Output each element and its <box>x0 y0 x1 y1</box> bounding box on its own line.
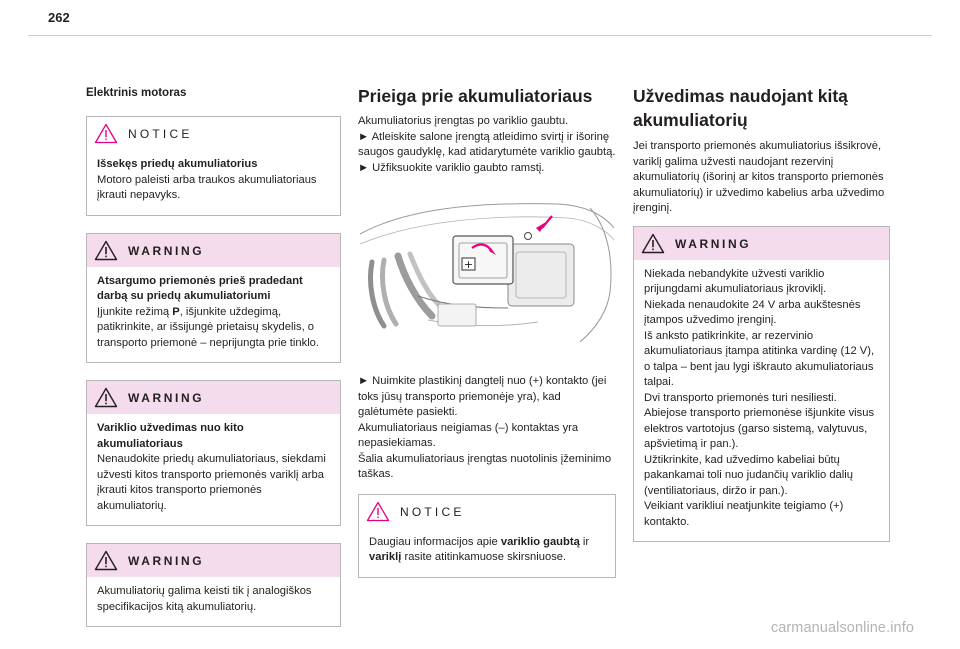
notice-text: Daugiau informacijos apie <box>369 535 501 548</box>
warning-box <box>86 233 341 364</box>
warning-text-a: Įjunkite režimą <box>97 305 173 318</box>
warning-triangle-icon <box>641 233 665 254</box>
step-text: ► Atleiskite salone įrengtą atleidimo svirtį ir išorinę saugos gaudyklę, kad atidarytumėte variklio gaubtą. <box>358 130 616 158</box>
notice-text: ir <box>579 535 590 548</box>
notice-triangle-icon <box>366 501 390 522</box>
warning-header <box>87 544 340 577</box>
notice-body <box>87 150 340 215</box>
section-heading: Prieiga prie akumuliatoriaus <box>358 86 593 106</box>
notice-title: NOTICE <box>400 504 465 519</box>
hood-reference: variklio gaubtą <box>500 535 580 548</box>
engine-reference: variklį <box>369 551 402 563</box>
paragraph-text: Akumuliatoriaus neigiamas (–) kontaktas yra nepasiekiamas. <box>358 421 579 449</box>
notice-header <box>359 495 615 528</box>
section-heading: Užvedimas naudojant kitą akumuliatorių <box>633 86 848 130</box>
step-text: ► Užfiksuokite variklio gaubto ramstį. <box>358 161 545 174</box>
notice-box <box>358 494 616 578</box>
notice-title: NOTICE <box>128 127 193 141</box>
notice-triangle-icon <box>94 123 118 144</box>
warning-title: WARNING <box>128 391 205 405</box>
intro-text: Jei transporto priemonės akumuliatorius išsikrovė, variklį galima užvesti naudojant rezervinį akumuliatorių (išorinį ar kitos transporto priemonės akumuliatorių) ir užvedimo kabelius arba užvedimo įrenginį. <box>633 140 885 214</box>
warning-box <box>86 543 341 627</box>
notice-bold-text: Išsekęs priedų akumuliatorius <box>97 158 258 170</box>
warning-text-c: , išjunkite uždegimą, patikrinkite, ar išsijungė prietaisų skydelis, o transporto priemonė – neprijungta prie tinklo. <box>97 305 320 349</box>
warning-body <box>87 267 340 363</box>
top-divider <box>28 35 932 36</box>
warning-text: Nenaudokite priedų akumuliatoriaus, siekdami užvesti kitos transporto priemonės variklį arba įkrauti kitos transporto priemonės akumuliatorių. <box>97 453 326 512</box>
warning-bold-text: Variklio užvedimas nuo kito akumuliatoriaus <box>97 422 244 450</box>
column-right <box>633 84 890 559</box>
warning-body <box>87 577 340 626</box>
warning-triangle-icon <box>94 240 118 261</box>
watermark: carmanualsonline.info <box>770 620 914 636</box>
warning-header <box>87 381 340 414</box>
page-number: 262 <box>48 10 70 25</box>
intro-text: Akumuliatorius įrengtas po variklio gaubtu. <box>358 115 569 127</box>
warning-box <box>86 380 341 526</box>
step-text: ► Nuimkite plastikinį dangtelį nuo (+) kontakto (jei toks jūsų transporto priemonėje yra), kad galėtumėte pasiekti. <box>358 375 607 418</box>
section-label: Elektrinis motoras <box>86 87 187 99</box>
warning-text: Niekada nebandykite užvesti variklio prijungdami akumuliatoriaus įkroviklį. Niekada nenaudokite 24 V arba aukštesnės įtampos užvedimo įrenginį. Iš anksto patikrinkite, ar rezervinio akumuliatoriaus įtampa atitinka vardinę (12 V), o talpa – bent jau lygi iškrauto akumuliatoriaus talpai. Dvi transporto priemonės turi nesiliesti. Abiejose transporto priemonėse išjunkite visus elektros vartotojus (garso sistemą, valytuvus, apšvietimą ir pan.). Užtikrinkite, kad užvedimo kabeliai būtų pakankamai toli nuo judančių variklio dalių (ventiliatoriaus, diržo ir pan.). Veikiant varikliui neatjunkite teigiamo (+) kontakto. <box>644 267 875 528</box>
column-left <box>86 84 341 644</box>
warning-box <box>633 226 890 543</box>
warning-header <box>87 234 340 267</box>
notice-text: Motoro paleisti arba traukos akumuliatoriaus įkrauti nepavyks. <box>97 173 317 201</box>
warning-title: WARNING <box>128 554 205 568</box>
notice-header <box>87 117 340 150</box>
warning-title: WARNING <box>128 243 205 258</box>
notice-text: rasite atitinkamuose skirsniuose. <box>401 551 567 563</box>
notice-box <box>86 116 341 216</box>
warning-bold-text: Atsargumo priemonės prieš pradedant darbą su priedų akumuliatoriumi <box>97 274 303 302</box>
warning-triangle-icon <box>94 550 118 571</box>
warning-body <box>634 260 889 542</box>
warning-triangle-icon <box>94 387 118 408</box>
warning-header <box>634 227 889 260</box>
column-middle <box>358 84 616 595</box>
notice-body <box>359 528 615 577</box>
svg-text:+: + <box>463 258 474 271</box>
warning-text: Akumuliatorių galima keisti tik į analogiškos specifikacijos kitą akumuliatorių. <box>97 585 312 613</box>
paragraph-text: Šalia akumuliatoriaus įrengtas nuotolinis įžeminimo taškas. <box>358 452 612 480</box>
warning-body <box>87 414 340 525</box>
engine-bay-illustration <box>358 196 616 346</box>
warning-title: WARNING <box>675 236 752 251</box>
mode-p: P <box>172 305 180 318</box>
